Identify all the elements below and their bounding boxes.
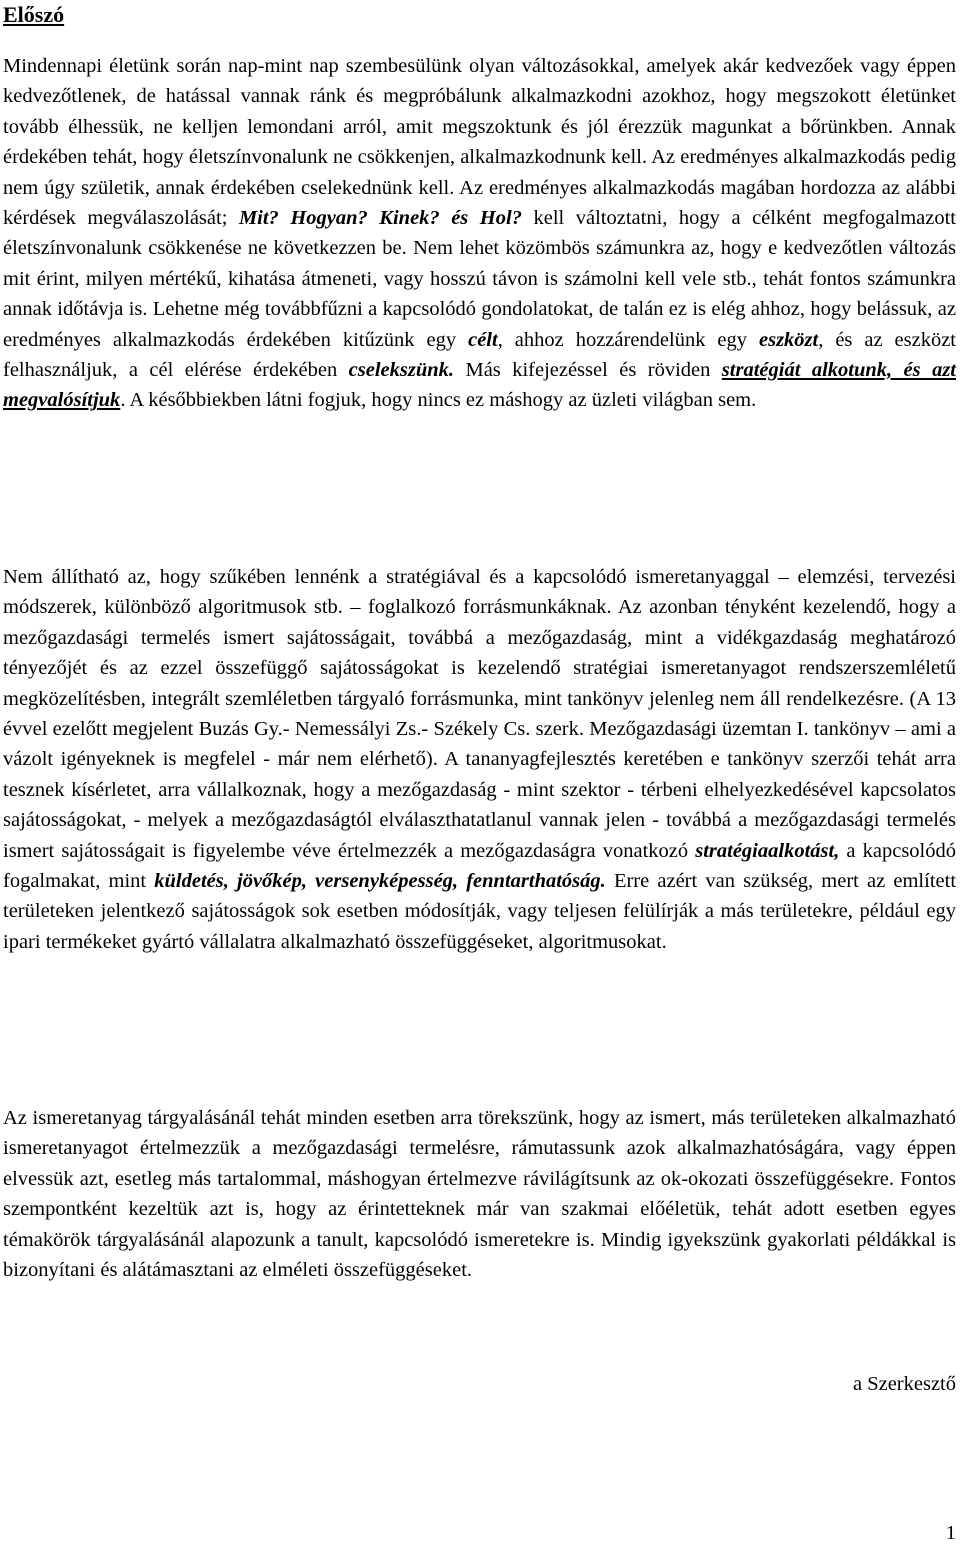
strategy-making-emphasis: stratégiaalkotást, bbox=[695, 839, 840, 862]
paragraph-1 bbox=[3, 51, 956, 416]
paragraph-1-text-b: kell változtatni, hogy a célként megfogalmazott életszínvonalunk csökkenése ne következzen be. Nem lehet közömbös számunkra az, hogy e kedvezőtlen változás mit érint, milyen mértékű, kihatása átmeneti, vagy hosszú távon is számolni kell vele stb., tehát fontos számunkra annak időtávja is. Lehetne még továbbfűzni a kapcsolódó gondolatokat, de talán ez is elég ahhoz, hogy belássuk, az eredményes alkalmazkodás érdekében kitűzünk egy bbox=[3, 207, 956, 351]
paragraph-2-text-a: Nem állítható az, hogy szűkében lennénk a stratégiával és a kapcsolódó ismeretanyaggal – elemzési, tervezési módszerek, különböző algoritmusok stb. – foglalkozó forrásmunkáknak. Az azonban tényként kezelendő, hogy a mezőgazdasági termelés ismert sajátosságait, továbbá a mezőgazdaság, mint a vidékgazdaság meghatározó tényezőjét és az ezzel összefüggő sajátosságokat is kezelendő stratégiai ismeretanyagot rendszerszemléletű megközelítésben, integrált szemléletben tárgyaló forrásmunka, mint tankönyv jelenleg nem áll rendelkezésre. (A 13 évvel ezelőtt megjelent Buzás Gy.- Nemessályi Zs.- Székely Cs. szerk. Mezőgazdasági üzemtan I. tankönyv – ami a vázolt igényeknek is megfelel - már nem elérhető). A tananyagfejlesztés keretében e tankönyv szerzői tehát arra tesznek kísérletet, arra vállalkoznak, hogy a mezőgazdaság - mint szektor - térbeni elhelyezkedésével kapcsolatos sajátosságokat, - melyek a mezőgazdaságtól elválaszthatatlanul vannak jelen - továbbá a mezőgazdasági termelés ismert sajátosságait is figyelembe véve értelmezzék a mezőgazdaságra vonatkozó bbox=[3, 566, 956, 862]
paragraph-1-text-c: , ahhoz hozzárendelünk egy bbox=[497, 328, 759, 351]
goal-emphasis: célt bbox=[468, 328, 498, 351]
page-title: Előszó bbox=[3, 2, 65, 27]
paragraph-1-text-f: . A későbbiekben látni fogjuk, hogy nincs ez máshogy az üzleti világban sem. bbox=[120, 389, 757, 412]
signature: a Szerkesztő bbox=[852, 1373, 956, 1395]
paragraph-2 bbox=[3, 562, 956, 957]
strategy-emphasis: stratégiát alkotunk, és azt megvalósítjuk bbox=[3, 359, 956, 412]
paragraph-1-text-a: Mindennapi életünk során nap-mint nap szembesülünk olyan változásokkal, amelyek akár kedvezőek vagy éppen kedvezőtlenek, de hatással vannak ránk és megpróbálunk alkalmazkodni azokhoz, hogy megszokott életünket tovább élhessük, ne kelljen lemondani arról, amit megszoktunk és jól érezzük magunkat a bőrünkben. Annak érdekében tehát, hogy életszínvonalunk ne csökkenjen, alkalmazkodnunk kell. Az eredményes alkalmazkodás pedig nem úgy születik, annak érdekében cselekednünk kell. Az eredményes alkalmazkodás magában hordozza az alábbi kérdések megválaszolását; bbox=[3, 55, 956, 230]
tool-emphasis: eszközt bbox=[759, 328, 819, 351]
concepts-emphasis: küldetés, jövőkép, versenyképesség, fenntarthatóság. bbox=[154, 870, 606, 893]
questions-emphasis: Mit? Hogyan? Kinek? és Hol? bbox=[238, 207, 522, 230]
paragraph-2-text-c: Erre azért van szükség, mert az említett területeken jelentkező sajátosságok sok esetben módosítják, vagy teljesen felülírják a más területekre, például egy ipari termékeket gyártó vállalatra alkalmazható összefüggéseket, algoritmusokat. bbox=[3, 870, 957, 953]
paragraph-1-text-e: Más kifejezéssel és röviden bbox=[454, 359, 722, 382]
action-emphasis: cselekszünk. bbox=[348, 359, 455, 382]
paragraph-1-text-d: , és az eszközt felhasználjuk, a cél elérése érdekében bbox=[3, 328, 956, 382]
paragraph-3: Az ismeretanyag tárgyalásánál tehát minden esetben arra törekszünk, hogy az ismert, más területeken alkalmazható ismeretanyagot értelmezzük a mezőgazdasági termelésre, rámutassunk azok alkalmazhatóságára, vagy éppen elvessük azt, esetleg más tartalommal, máshogyan értelmezve rávilágítsunk az ok-okozati összefüggésekre. Fontos szempontként kezeltük azt is, hogy az érintetteknek már van szakmai előéletük, tehát adott esetben egyes témakörök tárgyalásánál alapozunk a tanult, kapcsolódó ismeretekre is. Mindig igyekszünk gyakorlati példákkal is bizonyítani és alátámasztani az elméleti összefüggéseket. bbox=[3, 1107, 956, 1282]
paragraph-2-text-b: a kapcsolódó fogalmakat, mint bbox=[3, 839, 956, 893]
page-number: 1 bbox=[945, 1522, 956, 1544]
